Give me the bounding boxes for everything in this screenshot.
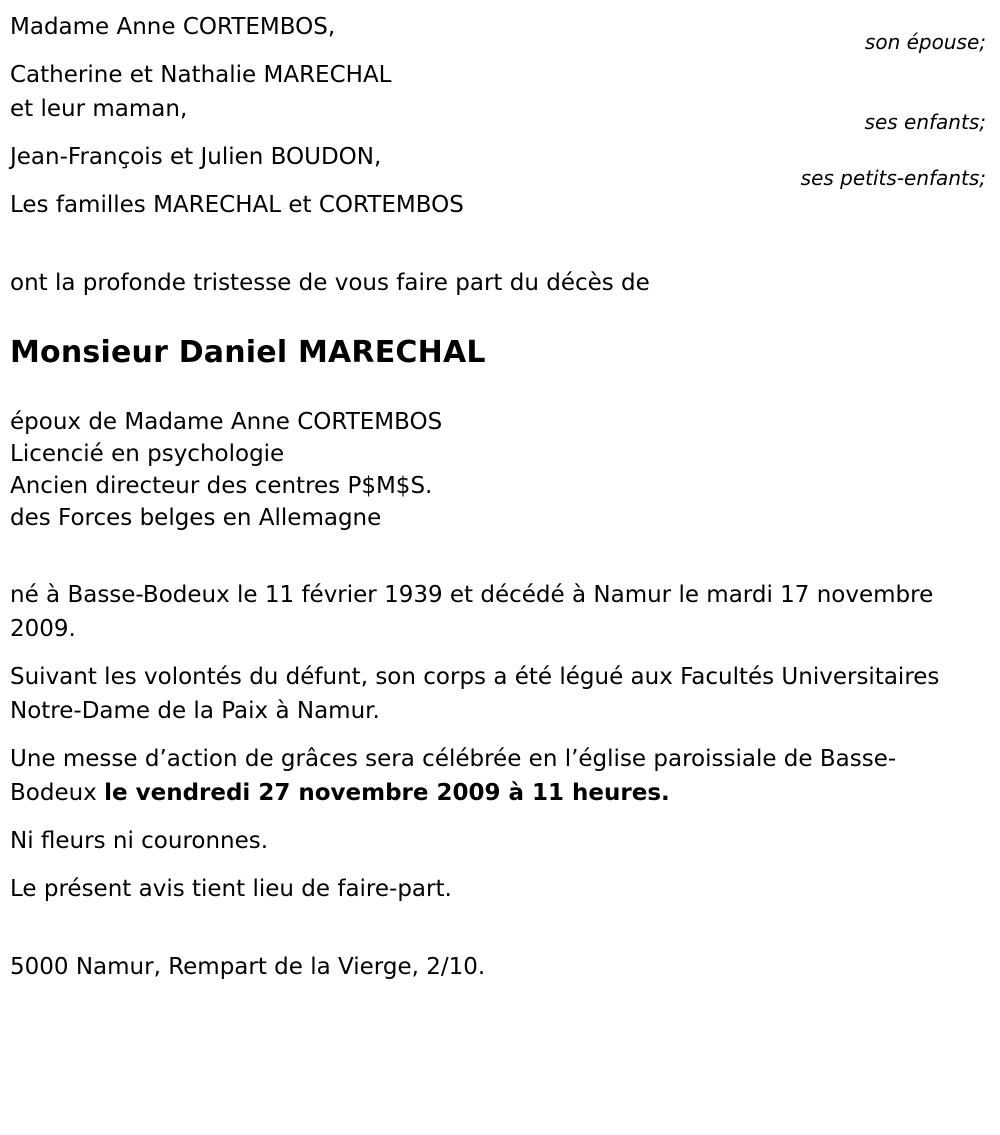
survivor-group-grandchildren xyxy=(10,140,986,190)
survivor-group-spouse xyxy=(10,10,986,54)
spacer xyxy=(10,646,986,660)
survivor-name: Madame Anne CORTEMBOS, xyxy=(10,14,336,40)
deceased-name: Monsieur Daniel MARECHAL xyxy=(10,335,486,370)
mass-text xyxy=(10,742,950,810)
survivor-name: Jean-François et Julien BOUDON, xyxy=(10,144,382,170)
spacer xyxy=(10,534,986,578)
spacer xyxy=(10,858,986,872)
detail-line: Licencié en psychologie xyxy=(10,441,285,467)
body-donation-text: Suivant les volontés du défunt, son corps a été légué aux Facultés Universitaires Notre-Dame de la Paix à Namur. xyxy=(10,664,940,724)
mass-datetime: le vendredi 27 novembre 2009 à 11 heures. xyxy=(104,780,670,806)
notice-serves-text: Le présent avis tient lieu de faire-part. xyxy=(10,876,452,902)
survivor-name: Catherine et Nathalie MARECHAL xyxy=(10,62,392,88)
survivor-role-grandchildren: ses petits-enfants; xyxy=(800,166,986,190)
survivor-name: et leur maman, xyxy=(10,96,188,122)
survivor-role-spouse: son épouse; xyxy=(864,30,986,54)
detail-line: époux de Madame Anne CORTEMBOS xyxy=(10,409,443,435)
survivors-section xyxy=(10,10,986,222)
spacer xyxy=(10,126,986,140)
announcement-text: ont la profonde tristesse de vous faire part du décès de xyxy=(10,270,650,296)
spacer xyxy=(10,372,986,406)
spacer xyxy=(10,300,986,334)
survivor-name: Les familles MARECHAL et CORTEMBOS xyxy=(10,192,464,218)
survivor-group-children xyxy=(10,58,986,134)
survivor-group-families xyxy=(10,188,986,222)
spacer xyxy=(10,44,986,58)
spacer xyxy=(10,906,986,950)
detail-line: Ancien directeur des centres P$M$S. xyxy=(10,473,433,499)
mass-prefix: Une messe d’action de grâces sera célébrée en l’église paroissiale de Basse-Bodeux xyxy=(10,746,897,806)
no-flowers-text: Ni fleurs ni couronnes. xyxy=(10,828,269,854)
address-text: 5000 Namur, Rempart de la Vierge, 2/10. xyxy=(10,954,486,980)
spacer xyxy=(10,222,986,266)
detail-line: des Forces belges en Allemagne xyxy=(10,505,382,531)
spacer xyxy=(10,728,986,742)
deceased-details xyxy=(10,406,986,534)
birth-death-text: né à Basse-Bodeux le 11 février 1939 et décédé à Namur le mardi 17 novembre 2009. xyxy=(10,582,934,642)
spacer xyxy=(10,810,986,824)
survivor-role-children: ses enfants; xyxy=(864,110,986,134)
